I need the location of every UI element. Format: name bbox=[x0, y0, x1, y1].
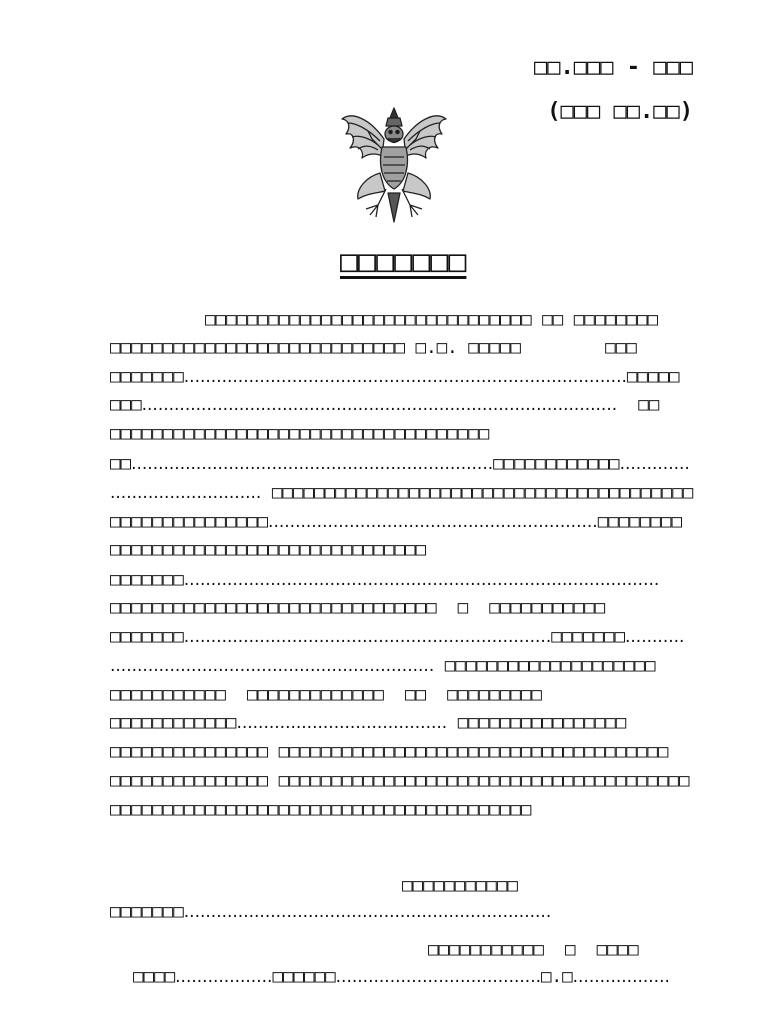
emblem-head bbox=[385, 126, 403, 143]
body-line bbox=[110, 711, 626, 735]
text-run: □□□□□□□ bbox=[110, 367, 184, 387]
body-line bbox=[110, 654, 656, 678]
text-run: □□□□□□□ bbox=[551, 627, 625, 647]
signature-line bbox=[110, 900, 551, 924]
fill-in-blank: ...................................... bbox=[335, 967, 542, 987]
text-run: □□□□□□□ bbox=[110, 902, 184, 922]
form-code: □□.□□□ - □□□ bbox=[534, 55, 693, 80]
fill-in-blank: .................................................................... bbox=[183, 627, 552, 647]
body-line bbox=[110, 452, 690, 476]
text-run: □□□□□□□□□□□ □ □□□□ bbox=[428, 940, 639, 960]
fill-in-blank: .................. bbox=[175, 967, 273, 987]
text-run: □□□□□□□□□□□□□□□ □□□□□□□□□□□□□□□□□□□□□□□□□□□□□□□□□□□□□□□ bbox=[110, 771, 690, 791]
emblem-crown bbox=[386, 108, 402, 126]
body-line bbox=[110, 510, 682, 534]
text-run: □□□□□□□□□□□□ bbox=[110, 713, 237, 733]
text-run: □□□□ bbox=[133, 967, 176, 987]
text-run: □□□□□ bbox=[626, 367, 680, 387]
text-run: □.□ bbox=[541, 967, 573, 987]
text-run: □□□□□□□ bbox=[110, 570, 184, 590]
body-line bbox=[110, 481, 693, 505]
signature-date-line bbox=[133, 965, 670, 989]
text-run: □□□□□□□□□□□□□□□□□□□□□□□□□□□□□□□ □□ □□□□□□□□ bbox=[205, 310, 659, 330]
body-line bbox=[110, 393, 659, 417]
emblem-wing-right bbox=[404, 116, 446, 158]
fill-in-blank: ............................................................. bbox=[268, 512, 598, 532]
body-line bbox=[110, 365, 680, 389]
text-run: □□□□□□□□□□□□□□□□□□□□□□□□□□□□□□□ □ □□□□□□□□□□□ bbox=[110, 598, 606, 618]
body-line bbox=[110, 538, 426, 562]
fill-in-blank: ............. bbox=[619, 454, 690, 474]
fill-in-blank: .................................................................................. bbox=[183, 367, 627, 387]
text-run: □□□□□□□□□□□□□□□□□□□□□□□□□□□□□□□□□□□□□□□□ bbox=[261, 483, 694, 503]
text-run: □□□□□□□□□□□□□□□ bbox=[110, 512, 269, 532]
text-run: □□ bbox=[110, 454, 132, 474]
body-line bbox=[110, 683, 542, 707]
body-line bbox=[110, 769, 689, 793]
fill-in-blank: ........................................................................................ bbox=[141, 395, 618, 415]
text-run: □□□□□□□□□□□□□□□□ bbox=[447, 713, 627, 733]
text-run: □□□□□□□□□□□□ bbox=[493, 454, 620, 474]
text-run: □□□□□□□□□□□□□□□□□□□□□□□□□□□□□□ bbox=[110, 540, 427, 560]
body-line bbox=[110, 568, 659, 592]
emblem-wing-left bbox=[342, 116, 384, 158]
body-line bbox=[110, 625, 684, 649]
page-title: □□□□□□□ bbox=[340, 244, 467, 279]
text-run: □□□□□□□□□□□ bbox=[402, 876, 518, 896]
fill-in-blank: ........................................................................................ bbox=[183, 570, 660, 590]
fill-in-blank: ........... bbox=[625, 627, 685, 647]
text-run: □□ bbox=[617, 395, 660, 415]
signature-caption bbox=[402, 874, 518, 898]
text-run: □□□□□□□□□□□□□□□□□□□□□□□□□□□□ □.□. □□□□□ □□□ bbox=[110, 338, 637, 358]
text-run: □□□ bbox=[110, 395, 142, 415]
text-run: □□□□□□□□□□□□□□□□□□□□ bbox=[434, 656, 656, 676]
fill-in-blank: ............................ bbox=[110, 483, 262, 503]
body-line bbox=[205, 308, 658, 332]
body-line bbox=[110, 798, 531, 822]
fill-in-blank: ............................................................ bbox=[110, 656, 435, 676]
signature-issuer bbox=[428, 938, 639, 962]
fill-in-blank: .................................................................... bbox=[183, 902, 552, 922]
body-line bbox=[110, 596, 605, 620]
text-run: □□□□□□□ bbox=[110, 627, 184, 647]
text-run: □□□□□□ bbox=[272, 967, 336, 987]
text-run: □□□□□□□□ bbox=[597, 512, 682, 532]
text-run: □□□□□□□□□□□□□□□□□□□□□□□□□□□□□□□□□□□□□□□□ bbox=[110, 800, 532, 820]
body-line bbox=[110, 422, 489, 446]
fill-in-blank: .................. bbox=[572, 967, 670, 987]
text-run: □□□□□□□□□□□□□□□ □□□□□□□□□□□□□□□□□□□□□□□□□□□□□□□□□□□□□ bbox=[110, 742, 669, 762]
fill-in-blank: ................................................................... bbox=[131, 454, 494, 474]
body-line bbox=[110, 336, 637, 360]
garuda-emblem-icon bbox=[338, 105, 450, 225]
text-run: □□□□□□□□□□□□□□□□□□□□□□□□□□□□□□□□□□□□ bbox=[110, 424, 490, 444]
text-run: □□□□□□□□□□□ □□□□□□□□□□□□□ □□ □□□□□□□□□ bbox=[110, 685, 542, 705]
fill-in-blank: ....................................... bbox=[236, 713, 448, 733]
body-line bbox=[110, 740, 668, 764]
form-note: (□□□ □□.□□) bbox=[547, 99, 693, 124]
emblem-tail bbox=[388, 193, 400, 222]
